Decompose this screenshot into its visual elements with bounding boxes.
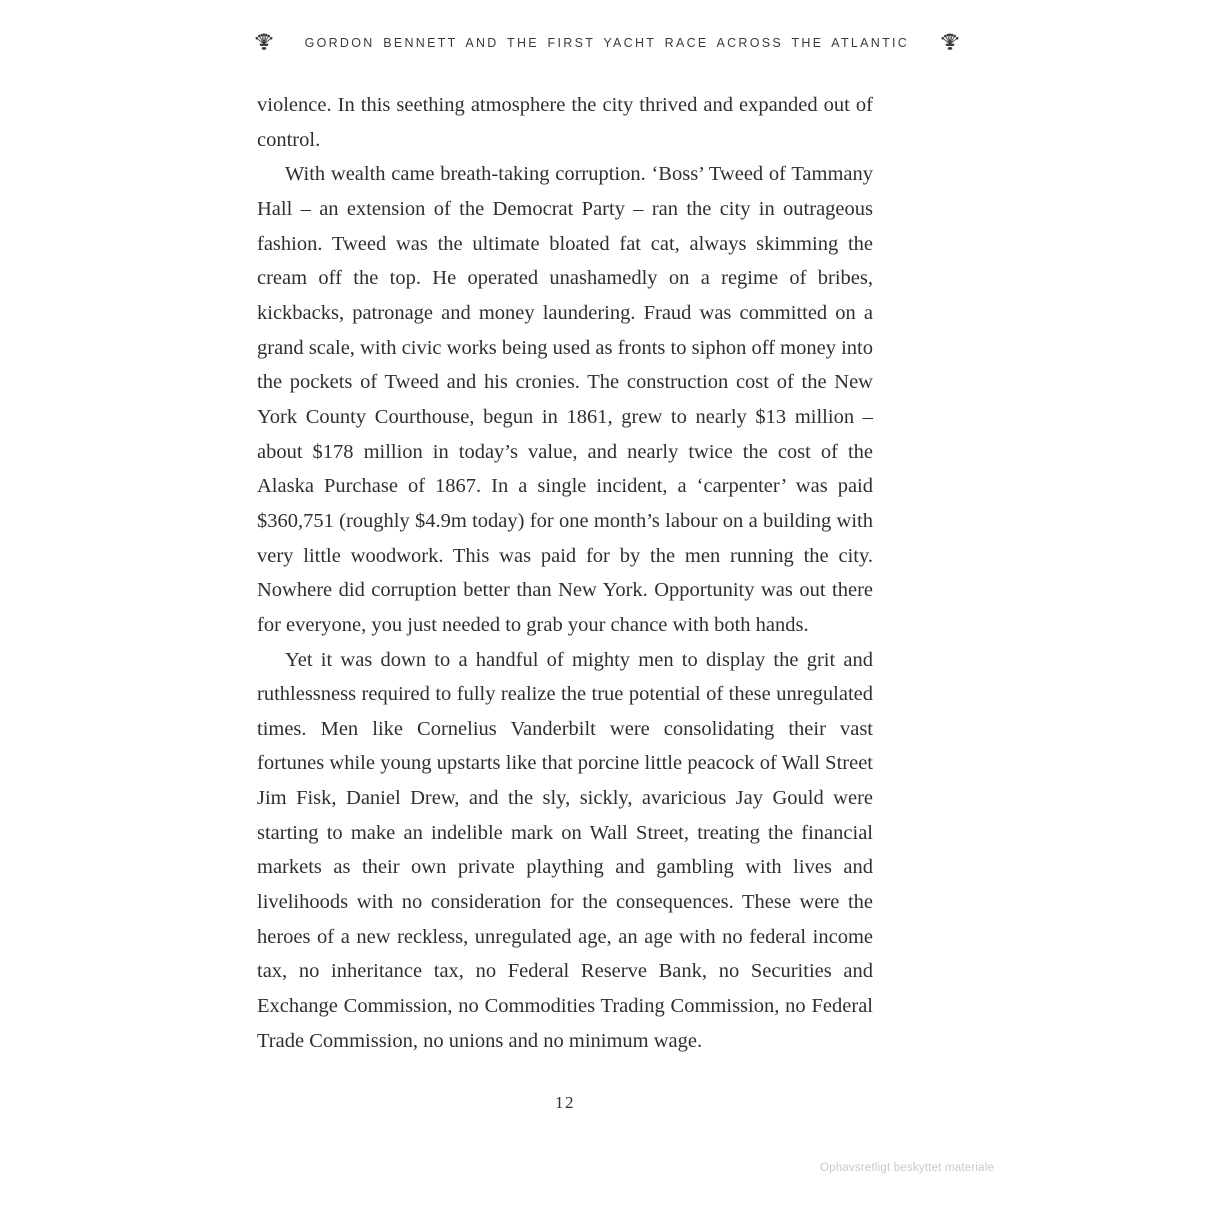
crown-icon (939, 32, 961, 52)
crown-icon (253, 32, 275, 52)
paragraph: violence. In this seething atmosphere the city thrived and expanded out of control. (257, 94, 873, 151)
paragraph: With wealth came breath-taking corruption. ‘Boss’ Tweed of Tammany Hall – an extension of the Democrat Party – ran the city in outrageous fashion. Tweed was the ultimate bloated fat cat, always skimming the cream off the top. He operated unashamedly on a regime of bribes, kickbacks, patronage and money laundering. Fraud was committed on a grand scale, with civic works being used as fronts to siphon off money into the pockets of Tweed and his cronies. The construction cost of the New York County Courthouse, begun in 1861, grew to nearly $13 million – about $178 million in today’s value, and nearly twice the cost of the Alaska Purchase of 1867. In a single incident, a ‘carpenter’ was paid $360,751 (roughly $4.9m today) for one month’s labour on a building with very little woodwork. This was paid for by the men running the city. Nowhere did corruption better than New York. Opportunity was out there for everyone, you just needed to grab your chance with both hands. (257, 163, 873, 636)
running-header (0, 32, 1214, 52)
running-header-title: GORDON BENNETT AND THE FIRST YACHT RACE ACROSS THE ATLANTIC (304, 34, 910, 50)
page-number: 12 (555, 1093, 575, 1112)
copyright-notice: Ophavsretligt beskyttet materiale (820, 1162, 995, 1174)
paragraph: Yet it was down to a handful of mighty men to display the grit and ruthlessness required to fully realize the true potential of these unregulated times. Men like Cornelius Vanderbilt were consolidating their vast fortunes while young upstarts like that porcine little peacock of Wall Street Jim Fisk, Daniel Drew, and the sly, sickly, avaricious Jay Gould were starting to make an indelible mark on Wall Street, treating the financial markets as their own private plaything and gambling with lives and livelihoods with no consideration for the consequences. These were the heroes of a new reckless, unregulated age, an age with no federal income tax, no inheritance tax, no Federal Reserve Bank, no Securities and Exchange Commission, no Commodities Trading Commission, no Federal Trade Commission, no unions and no minimum wage. (257, 648, 873, 1052)
body-text (257, 88, 873, 1058)
